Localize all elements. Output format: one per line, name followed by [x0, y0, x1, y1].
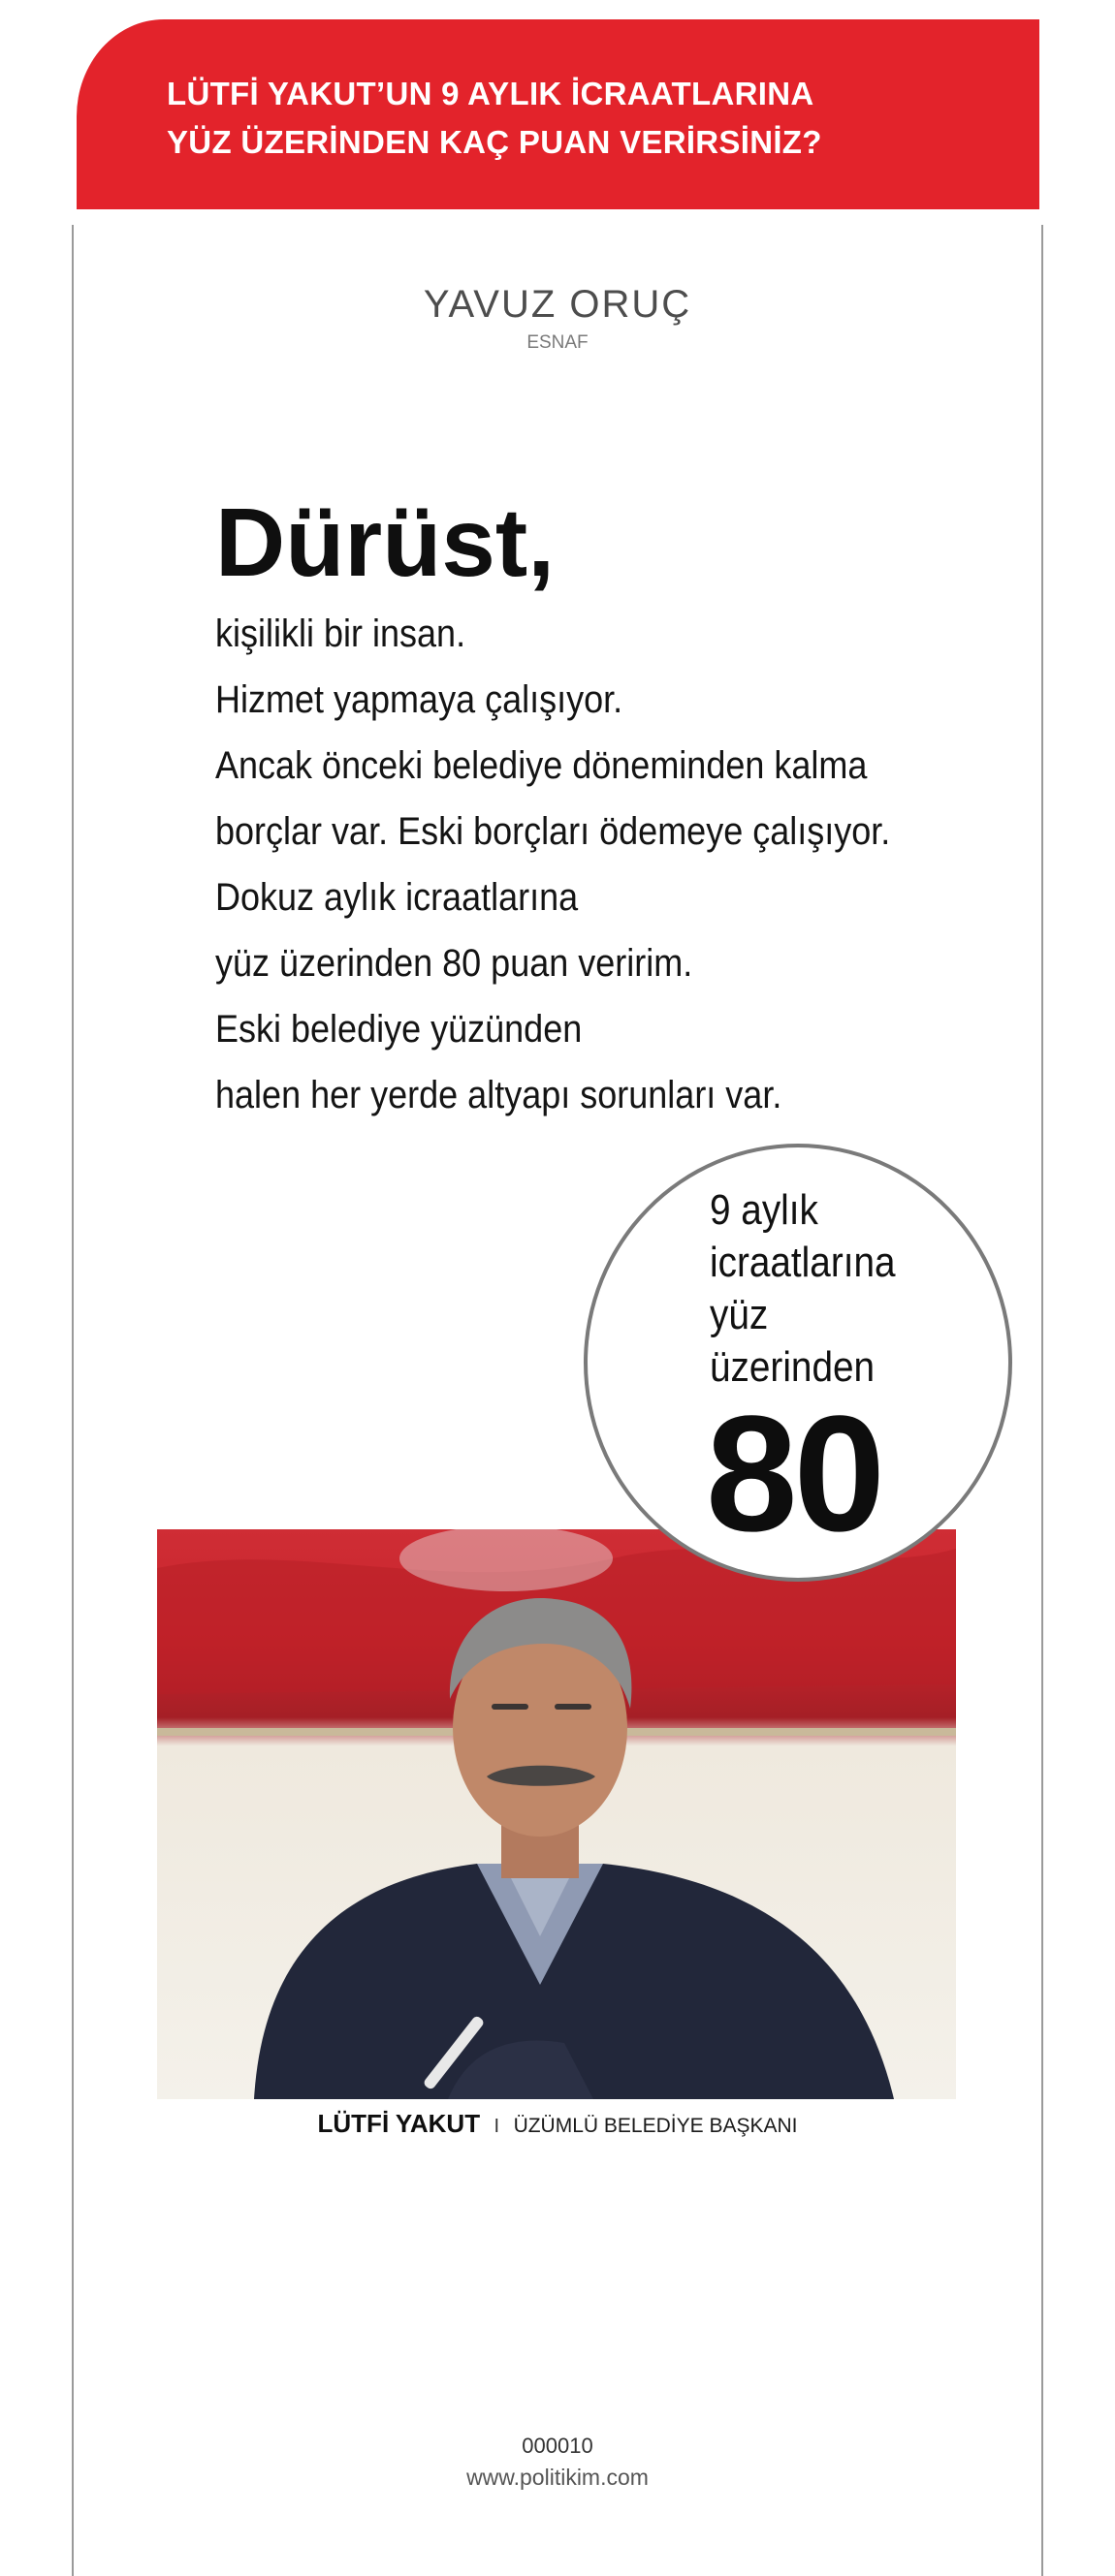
page-code: 000010: [522, 2434, 593, 2458]
score-label-line: 9 aylık: [710, 1186, 818, 1234]
quote-line: Eski belediye yüzünden: [215, 1008, 583, 1051]
quote-line: Hizmet yapmaya çalışıyor.: [215, 678, 623, 721]
score-label-line: yüz: [710, 1291, 769, 1338]
respondent-info: [0, 283, 1115, 354]
respondent-name: YAVUZ ORUÇ: [423, 283, 692, 326]
mayor-photo: [157, 1529, 956, 2099]
score-label-line: üzerinden: [710, 1343, 876, 1391]
caption-person-name: LÜTFİ YAKUT: [317, 2109, 481, 2138]
respondent-occupation: ESNAF: [526, 332, 589, 353]
page-frame-right-border: [1041, 225, 1043, 2576]
survey-question-title: [167, 70, 822, 167]
header-title-line-1: LÜTFİ YAKUT’UN 9 AYLIK İCRAATLARINA: [167, 76, 814, 111]
respondent-quote: [215, 485, 1010, 1128]
caption-separator: I: [494, 2116, 500, 2137]
score-label: [710, 1184, 921, 1394]
quote-line: halen her yerde altyapı sorunları var.: [215, 1074, 782, 1116]
mayor-portrait-illustration: [157, 1529, 956, 2099]
caption-person-title: ÜZÜMLÜ BELEDİYE BAŞKANI: [513, 2115, 798, 2137]
score-label-line: icraatlarına: [710, 1239, 896, 1286]
score-badge: [584, 1144, 1012, 1582]
quote-line: borçlar var. Eski borçları ödemeye çalışıyor.: [215, 810, 891, 853]
quote-line: Dokuz aylık icraatlarına: [215, 876, 579, 919]
quote-line: yüz üzerinden 80 puan veririm.: [215, 942, 693, 985]
quote-headline: Dürüst,: [215, 488, 555, 597]
page-frame-left-border: [72, 225, 74, 2576]
score-value: 80: [706, 1382, 882, 1566]
header-title-line-2: YÜZ ÜZERİNDEN KAÇ PUAN VERİRSİNİZ?: [167, 124, 822, 160]
quote-line: Ancak önceki belediye döneminden kalma: [215, 744, 868, 787]
quote-line: kişilikli bir insan.: [215, 613, 466, 655]
website-link[interactable]: www.politikim.com: [466, 2465, 649, 2490]
photo-caption: [0, 2109, 1115, 2139]
page-footer: [0, 2431, 1115, 2493]
